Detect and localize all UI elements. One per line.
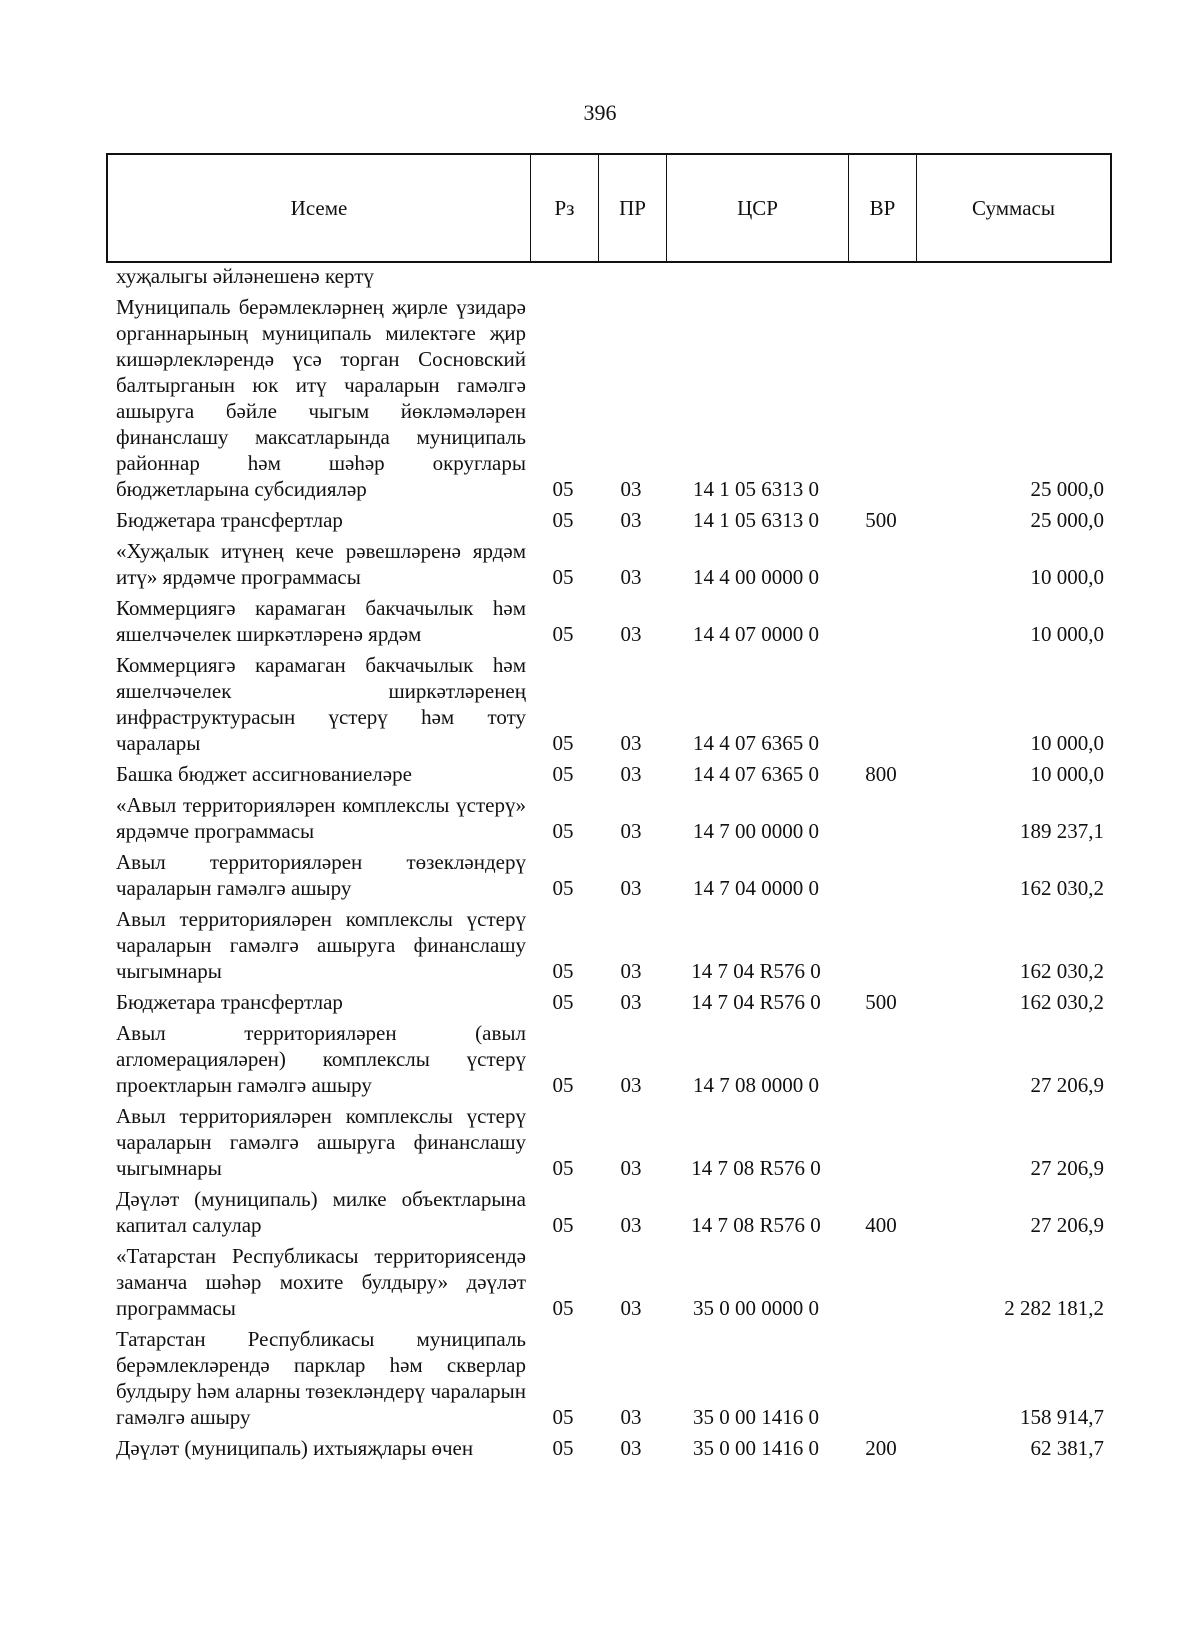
cell-sum: 189 237,1 <box>1020 819 1104 843</box>
cell-pr: 03 <box>620 1156 642 1180</box>
header-vr: ВР <box>849 155 917 261</box>
table-row <box>106 1020 1112 1098</box>
cell-name: Бюджетара трансфертлар <box>116 990 343 1014</box>
page-number: 396 <box>583 100 617 125</box>
table-row <box>106 294 1112 502</box>
cell-vr: 500 <box>865 990 897 1014</box>
table-row <box>106 507 1112 533</box>
table-row <box>106 1103 1112 1181</box>
table-row <box>106 849 1112 901</box>
table-row <box>106 761 1112 787</box>
cell-sum: 27 206,9 <box>1030 1073 1104 1097</box>
cell-pr: 03 <box>620 565 642 589</box>
cell-rz: 05 <box>552 1073 574 1097</box>
cell-name: Дәүләт (муниципаль) милке объектларына капитал салулар <box>116 1187 526 1237</box>
cell-pr: 03 <box>620 990 642 1014</box>
cell-rz: 05 <box>552 819 574 843</box>
cell-name: Коммерциягә карамаган бакчачылык һәм яшелчәчелек ширкәтләренә ярдәм <box>116 596 526 646</box>
cell-csr: 14 7 08 R576 0 <box>691 1156 821 1180</box>
cell-vr: 200 <box>865 1436 897 1460</box>
cell-pr: 03 <box>620 622 642 646</box>
cell-rz: 05 <box>552 1156 574 1180</box>
header-rz: Рз <box>531 155 599 261</box>
cell-csr: 14 7 04 R576 0 <box>691 959 821 983</box>
cell-csr: 35 0 00 0000 0 <box>693 1296 819 1320</box>
cell-rz: 05 <box>552 477 574 501</box>
cell-csr: 14 7 04 0000 0 <box>693 876 819 900</box>
cell-name: Авыл территорияләрен төзекләндерү чараларын гамәлгә ашыру <box>116 850 526 900</box>
cell-name: Муниципаль берәмлекләрнең җирле үзидарә органнарының муниципаль милектәге җир кишәрлекләрендә үсә торган Сосновский балтырганын юк итү чараларын гамәлгә ашыруга бәйле чыгым йөкләмәләрен финанслашу максатларында муниципаль районнар һәм шәһәр округлары бюджетларына субсидияләр <box>116 295 526 501</box>
cell-name: Бюджетара трансфертлар <box>116 508 343 532</box>
cell-name: «Авыл территорияләрен комплекслы үстерү» ярдәмче программасы <box>116 793 526 843</box>
table-row <box>106 1243 1112 1321</box>
table-row <box>106 263 1112 289</box>
cell-rz: 05 <box>552 1296 574 1320</box>
cell-sum: 27 206,9 <box>1030 1156 1104 1180</box>
cell-pr: 03 <box>620 731 642 755</box>
table-row <box>106 1186 1112 1238</box>
cell-rz: 05 <box>552 762 574 786</box>
cell-sum: 62 381,7 <box>1030 1436 1104 1460</box>
cell-csr: 14 4 07 0000 0 <box>693 622 819 646</box>
cell-name: Авыл территорияләрен (авыл агломерацияләрен) комплекслы үстерү проектларын гамәлгә ашыру <box>116 1021 526 1097</box>
table-row <box>106 652 1112 756</box>
table-body <box>106 263 1112 1461</box>
cell-vr: 800 <box>865 762 897 786</box>
cell-name: Дәүләт (муниципаль) ихтыяҗлары өчен <box>116 1436 474 1460</box>
cell-sum: 10 000,0 <box>1030 622 1104 646</box>
header-name: Исеме <box>108 155 531 261</box>
cell-rz: 05 <box>552 622 574 646</box>
cell-vr: 500 <box>865 508 897 532</box>
cell-name: Авыл территорияләрен комплекслы үстерү чараларын гамәлгә ашыруга финанслашу чыгымнары <box>116 907 526 983</box>
cell-rz: 05 <box>552 876 574 900</box>
cell-name: «Татарстан Республикасы территориясендә заманча шәһәр мохите булдыру» дәүләт программасы <box>116 1244 526 1320</box>
cell-rz: 05 <box>552 990 574 1014</box>
cell-rz: 05 <box>552 731 574 755</box>
cell-pr: 03 <box>620 819 642 843</box>
cell-sum: 25 000,0 <box>1030 508 1104 532</box>
cell-sum: 10 000,0 <box>1030 762 1104 786</box>
cell-pr: 03 <box>620 477 642 501</box>
cell-name: хуҗалыгы әйләнешенә кертү <box>116 264 374 288</box>
cell-pr: 03 <box>620 959 642 983</box>
cell-name: «Хуҗалык итүнең кече рәвешләренә ярдәм итү» ярдәмче программасы <box>116 539 526 589</box>
cell-sum: 2 282 181,2 <box>1004 1296 1104 1320</box>
cell-csr: 14 4 00 0000 0 <box>693 565 819 589</box>
cell-sum: 162 030,2 <box>1020 959 1104 983</box>
cell-name: Авыл территорияләрен комплекслы үстерү чараларын гамәлгә ашыруга финанслашу чыгымнары <box>116 1104 526 1180</box>
cell-rz: 05 <box>552 508 574 532</box>
table-row <box>106 595 1112 647</box>
table-row <box>106 538 1112 590</box>
header-sum: Суммасы <box>972 195 1055 220</box>
cell-csr: 35 0 00 1416 0 <box>693 1436 819 1460</box>
header-csr: ЦСР <box>667 155 849 261</box>
cell-csr: 35 0 00 1416 0 <box>693 1405 819 1429</box>
cell-rz: 05 <box>552 959 574 983</box>
cell-rz: 05 <box>552 1405 574 1429</box>
cell-csr: 14 7 08 R576 0 <box>691 1213 821 1237</box>
cell-sum: 162 030,2 <box>1020 876 1104 900</box>
cell-csr: 14 1 05 6313 0 <box>693 508 819 532</box>
table-row <box>106 1326 1112 1430</box>
cell-rz: 05 <box>552 1213 574 1237</box>
cell-pr: 03 <box>620 1405 642 1429</box>
table-row <box>106 906 1112 984</box>
cell-pr: 03 <box>620 1073 642 1097</box>
cell-rz: 05 <box>552 565 574 589</box>
table-row <box>106 1435 1112 1461</box>
cell-name: Башка бюджет ассигнованиеләре <box>116 762 412 786</box>
cell-pr: 03 <box>620 1213 642 1237</box>
cell-csr: 14 1 05 6313 0 <box>693 477 819 501</box>
cell-pr: 03 <box>620 1296 642 1320</box>
cell-vr: 400 <box>865 1213 897 1237</box>
cell-csr: 14 7 04 R576 0 <box>691 990 821 1014</box>
cell-csr: 14 7 00 0000 0 <box>693 819 819 843</box>
table-row <box>106 792 1112 844</box>
table-header <box>106 153 1112 263</box>
header-pr: ПР <box>599 155 667 261</box>
cell-sum: 10 000,0 <box>1030 565 1104 589</box>
cell-csr: 14 4 07 6365 0 <box>693 762 819 786</box>
cell-csr: 14 4 07 6365 0 <box>693 731 819 755</box>
cell-rz: 05 <box>552 1436 574 1460</box>
cell-pr: 03 <box>620 508 642 532</box>
cell-sum: 27 206,9 <box>1030 1213 1104 1237</box>
cell-pr: 03 <box>620 1436 642 1460</box>
cell-sum: 10 000,0 <box>1030 731 1104 755</box>
cell-name: Татарстан Республикасы муниципаль берәмлекләрендә парклар һәм скверлар булдыру һәм аларны төзекләндерү чараларын гамәлгә ашыру <box>116 1327 526 1429</box>
cell-sum: 162 030,2 <box>1020 990 1104 1014</box>
cell-csr: 14 7 08 0000 0 <box>693 1073 819 1097</box>
table-row <box>106 989 1112 1015</box>
cell-pr: 03 <box>620 762 642 786</box>
cell-name: Коммерциягә карамаган бакчачылык һәм яшелчәчелек ширкәтләренең инфраструктурасын үстерү һәм тоту чаралары <box>116 653 526 755</box>
cell-pr: 03 <box>620 876 642 900</box>
cell-sum: 25 000,0 <box>1030 477 1104 501</box>
cell-sum: 158 914,7 <box>1020 1405 1104 1429</box>
